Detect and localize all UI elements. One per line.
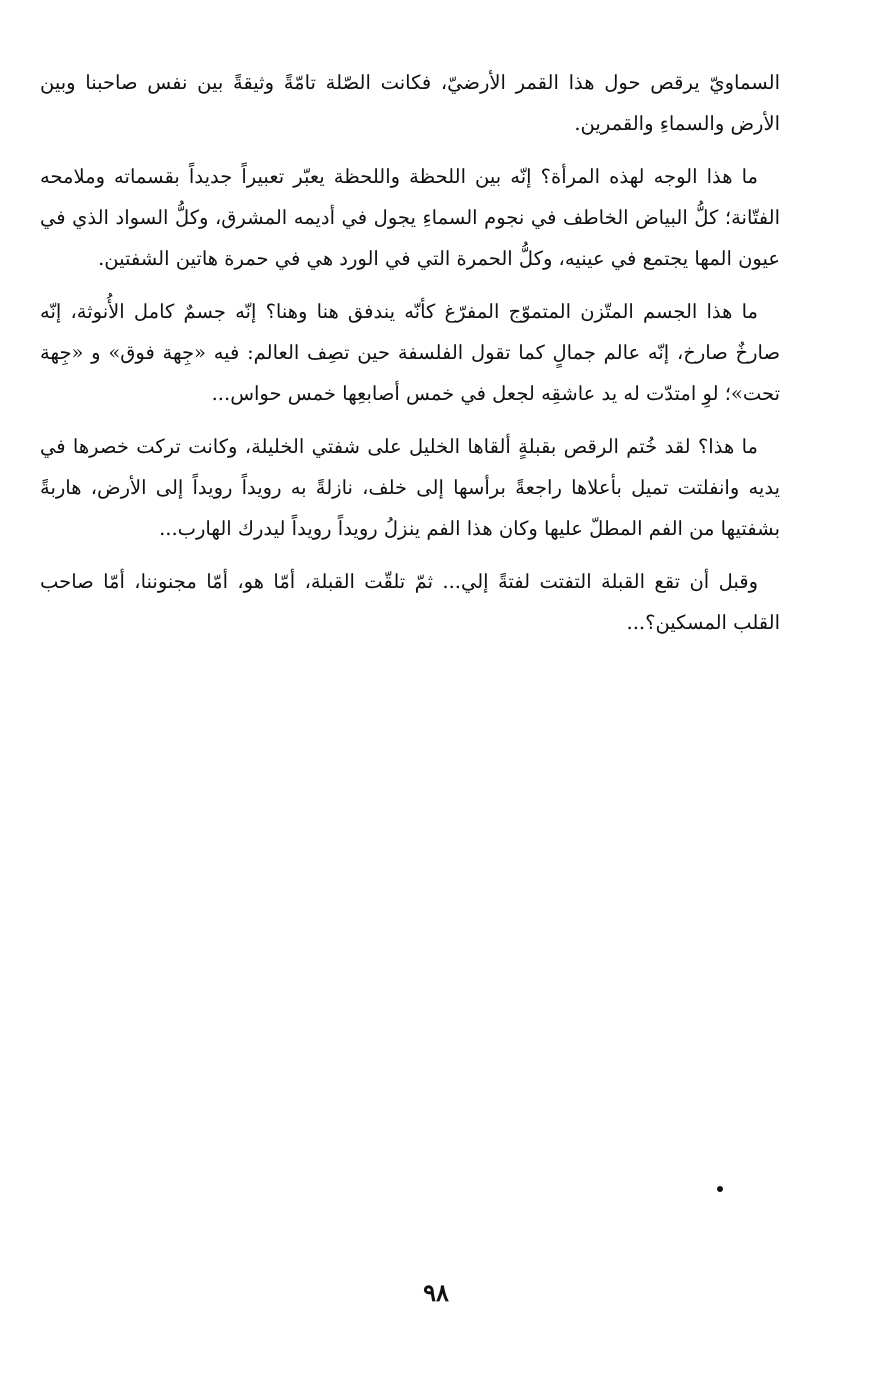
- paragraph-5: وقبل أن تقع القبلة التفتت لفتةً إلي... ثمّ تلقّت القبلة، أمّا هو، أمّا مجنوننا، أمّا صاحب القلب المسكين؟...: [40, 570, 780, 634]
- paragraph-4: ما هذا؟ لقد خُتم الرقص بقبلةٍ ألقاها الخليل على شفتي الخليلة، وكانت تركت خصرها في يديه وانفلتت تميل بأعلاها راجعةً برأسها إلى خلف، نازلةً به رويداً رويداً إلى الأرض، هاربةً بشفتيها من الفم المطلّ عليها وكان هذا الفم ينزلُ رويداً رويداً ليدرك الهارب...: [40, 435, 780, 540]
- page-number: ٩٨: [423, 1278, 449, 1307]
- body-text: [40, 62, 780, 655]
- paragraph-3: ما هذا الجسم المتّزن المتموّج المفرّغ كأنّه يندفق هنا وهنا؟ إنّه جسمٌ كامل الأُنوثة، إنّه صارخٌ صارخ، إنّه عالم جمالٍ كما تقول الفلسفة حين تصِف العالم: فيه «جِهة فوق» و «جِهة تحت»؛ لوِ امتدّت له يد عاشقِه لجعل في خمس أصابعِها خمس حواس...: [40, 300, 780, 405]
- ink-dot: [717, 1186, 723, 1192]
- paragraph-2: ما هذا الوجه لهذه المرأة؟ إنّه بين اللحظة واللحظة يعبّر تعبيراً جديداً بقسماته وملامحه الفتّانة؛ كلُّ البياض الخاطف في نجوم السماءِ يجول في أديمه المشرق، وكلُّ السواد الذي في عيون المها يجتمع في عينيه، وكلُّ الحمرة التي في الورد هي في حمرة هاتين الشفتين.: [40, 165, 780, 270]
- paragraph-1: السماويّ يرقص حول هذا القمر الأرضيّ، فكانت الصّلة تامّةً وثيقةً بين نفس صاحبنا وبين الأرض والسماءِ والقمرين.: [40, 71, 780, 135]
